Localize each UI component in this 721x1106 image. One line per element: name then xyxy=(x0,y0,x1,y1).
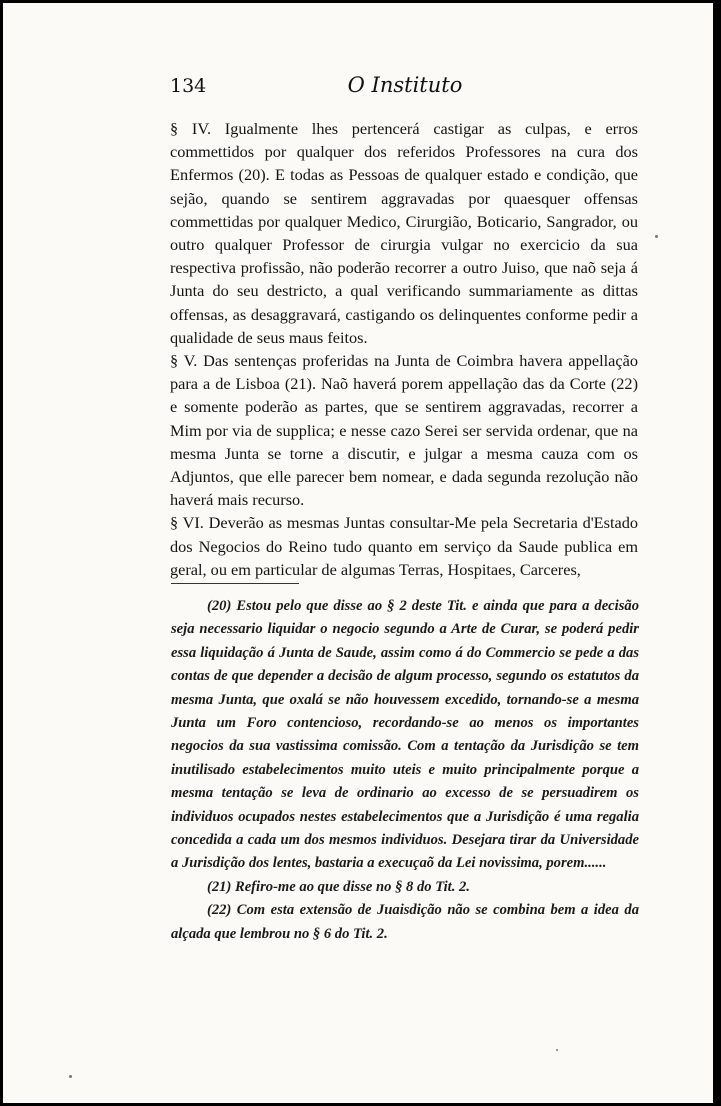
running-title: O Instituto xyxy=(347,73,463,97)
paragraph-section-v: § V. Das sentenças proferidas na Junta de Coimbra havera appellação para a de Lisboa (21). Naõ haverá porem appellação das da Corte (22) e somente poderão as partes, que se sentirem aggravadas, recorrer a Mim por via de supplica; e nesse cazo Serei ser servida ordenar, que na mesma Junta se torne a discutir, e julgar a mesma cauza com os Adjuntos, que elle parecer bem nomear, e dada segunda rezolução não haverá mais recurso. xyxy=(170,351,638,510)
paragraph-section-iv: § IV. Igualmente lhes pertencerá castigar as culpas, e erros commettidos por qualquer dos referidos Professores na cura dos Enfermos (20). E todas as Pessoas de qualquer estado e condição, que sejão, quando se sentirem aggravadas por quaesquer offensas commettidas por qualquer Medico, Cirurgião, Boticario, Sangrador, ou outro qualquer Professor de cirurgia vulgar no exercicio da sua respectiva profissão, não poderão recorrer a outro Juiso, que naõ seja á Junta do seu destricto, a qual verificando summariamente as dittas offensas, as desaggravará, castigando os delinquentes conforme pedir a qualidade de seus maus feitos. xyxy=(170,119,638,347)
footnote-divider xyxy=(171,583,299,584)
footnotes xyxy=(171,595,639,946)
page-number: 134 xyxy=(170,75,207,97)
paper-speck xyxy=(655,235,658,238)
body-text xyxy=(170,117,638,581)
paper-speck xyxy=(69,1075,72,1078)
page-header xyxy=(170,73,640,103)
footnote-21: (21) Refiro-me ao que disse no § 8 do Tit. 2. xyxy=(207,878,470,895)
document-page xyxy=(3,3,713,1103)
paper-speck xyxy=(556,1049,558,1051)
footnote-22: (22) Com esta extensão de Juaisdição não se combina bem a idea da alçada que lembrou no § 6 do Tit. 2. xyxy=(171,902,639,942)
paragraph-section-vi: § VI. Deverão as mesmas Juntas consultar-Me pela Secretaria d'Estado dos Negocios do Reino tudo quanto em serviço da Saude publica em geral, ou em particular de algumas Terras, Hospitaes, Carceres, xyxy=(170,513,638,579)
footnote-20: (20) Estou pelo que disse ao § 2 deste Tit. e ainda que para a decisão seja necessario liquidar o negocio segundo a Arte de Curar, se poderá pedir essa liquidação á Junta de Saude, assim como á do Commercio se pede a das contas de que depender a decisão de algum processo, segundo os estatutos da mesma Junta, que oxalá se não houvessem excedido, tornando-se a mesma Junta um Foro contencioso, recordando-se ao menos os importantes negocios da sua vastissima comissão. Com a tentação da Jurisdição se tem inutilisado estabelecimentos muito uteis e muito principalmente porque a mesma tentação se leva de ordinario ao excesso de se persuadirem os individuos ocupados nestes estabelecimentos que a Jurisdição é uma regalia concedida a cada um dos mesmos individuos. Desejara tirar da Universidade a Jurisdição dos lentes, bastaria a execuçaõ da Lei novissima, porem...... xyxy=(171,598,639,872)
